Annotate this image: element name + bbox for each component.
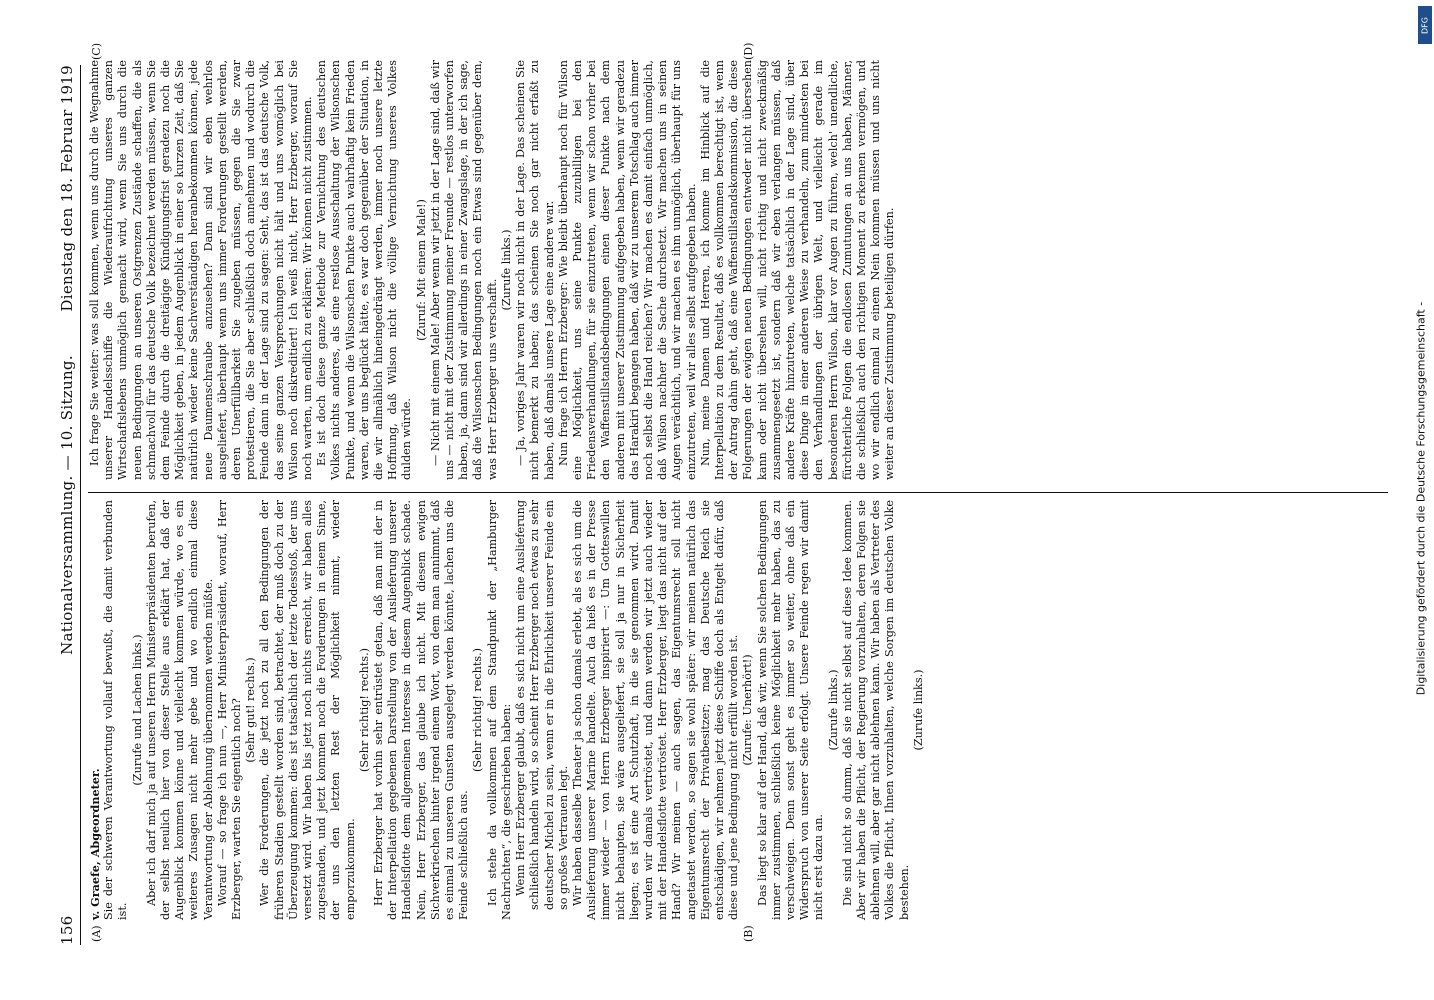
paragraph: Das liegt so klar auf der Hand, daß wir, wenn Sie solchen Bedingungen immer zustimmen, schließlich keine Möglichkeit mehr haben, das zu verschweigen. Denn sonst geht es immer so weiter, ohne daß ein Widerspruch von unserer Seite erfolgt. Unsere Feinde regen wir damit nicht erst dazu an.: [755, 500, 826, 920]
header-rule: [80, 65, 81, 945]
quotation: Wenn Herr Erzberger glaubt, daß es sich nicht um eine Auslieferung schließlich handeln wird, so scheint Herr Erzberger noch etwas zu sehr deutscher Michel zu sein, wenn er in die Ehrlichkeit unserer Feinde ein so großes Vertrauen legt.: [514, 500, 570, 910]
interjection: (Sehr richtig! rechts.): [471, 647, 485, 773]
right-column: [88, 60, 898, 480]
column-divider: [88, 492, 1388, 493]
paragraph: Wer die Forderungen, die jetzt noch zu all den Bedingungen der früheren Stadien gestellt worden sind, betrachtet, der muß doch zu der Überzeugung kommen: dies ist tatsächlich der letzte Todesstoß, der uns versetzt wird. Wir haben bis jetzt noch nichts erreicht, wir haben alles zugestanden, und jetzt kommen noch die Forderungen in einem Sinne, der uns den letzten Rest der Möglichkeit nimmt, wieder emporzukommen.: [258, 500, 357, 920]
paragraph: Es ist doch diese ganze Methode zur Vernichtung des deutschen Volkes nichts anderes, als eine restlose Ausschaltung der Wilsonschen Punkte, und wenn die Wilsonschen Punkte auch wahrhaftig kein Frieden waren, der uns beglückt hätte, es war doch gegenüber der Situation, in die wir allmählich hineingedrängt werden, immer noch unsere letzte Hoffnung, daß Wilson nicht die völlige Vernichtung unseres Volkes dulden würde.: [315, 60, 414, 480]
page-number: 156: [58, 915, 76, 945]
interjection: (Zuruf: Mit einem Male!): [414, 199, 428, 341]
paragraph: Nun frage ich Herrn Erzberger: Wie bleibt überhaupt noch für Wilson eine Möglichkeit, uns seine Punkte zuzubilligen bei den Friedensverhandlungen, für sie einzutreten, wenn wir schon vorher bei den Waffenstillstandsbedingungen einen dieser Punkte nach dem anderen mit unserer Zustimmung aufgegeben haben, wenn wir geradezu das Harakiri begangen haben, daß wir zu unserem Totschlag auch immer noch selbst die Hand reichen? Wir machen es damit einfach unmöglich, daß Wilson nachher die Sache durchsetzt. Wir machen uns in seinen Augen verächtlich, und wir machen es ihm unmöglich, überhaupt für uns einzutreten, weil wir alles selbst aufgegeben haben.: [556, 60, 698, 480]
paragraph: — Nicht mit einem Male! Aber wenn wir jetzt in der Lage sind, daß wir uns — nicht mit der Zustimmung meiner Freunde — restlos unterworfen haben, ja, dann sind wir allerdings in einer Zwangslage, in der ich sage, daß die Wilsonschen Bedingungen noch ein Etwas sind gegenüber dem, was Herr Erzberger uns verschafft.: [428, 60, 499, 480]
paragraph: — Ja, voriges Jahr waren wir noch nicht in der Lage. Das scheinen Sie nicht bemerkt zu haben; das scheinen Sie noch gar nicht erfaßt zu haben, daß damals unsere Lage eine andere war.: [514, 60, 556, 480]
paragraph: Ich frage Sie weiter: was soll kommen, wenn uns durch die Wegnahme unserer Handelsschiffe die Wiederaufrichtung unseres ganzen Wirtschaftslebens unmöglich gemacht wird, wenn Sie uns durch die neuen Bedingungen an unseren Ostgrenzen Zustände schaffen, die als schmachvoll für das deutsche Volk bezeichnet werden müssen, wenn Sie dem Feinde durch die dreitägige Kündigungsfrist geradezu noch die Möglichkeit geben, in jedem Augenblick in einer so kurzen Zeit, daß Sie natürlich wieder keine Sachverständigen heranbekommen können, jede neue Daumenschraube anzusehen? Dann sind wir eben wehrlos ausgeliefert, überhaupt wenn uns immer Forderungen gestellt werden, deren Unerfüllbarkeit Sie zugeben müssen, gegen die Sie zwar protestieren, die Sie aber schließlich doch annehmen und wodurch die Feinde dann in der Lage sind zu sagen: Seht, das ist das deutsche Volk, das seine ganzen Versprechungen nicht hält und uns womöglich bei Wilson noch diskreditiert! Ich weiß nicht, Herr Erzberger, worauf Sie noch warten, um endlich zu erklären: Wir können nicht zustimmen.: [88, 60, 315, 480]
interjection: (Zurufe: Unerhört!): [741, 654, 755, 766]
margin-marker-c: (C): [90, 43, 103, 60]
interjection: (Zurufe links.): [911, 669, 925, 751]
paragraph: Die sind nicht so dumm, daß sie nicht selbst auf diese Idee kommen. Aber wir haben die Pflicht, der Regierung vorzuhalten, deren Folgen sie ablehnen will, aber gar nicht ablehnen kann. Wir haben als Vertreter des Volkes die Pflicht, Ihnen vorzuhalten, welche Sorgen im deutschen Volke bestehen.: [840, 500, 911, 920]
paragraph: Worauf — so frage ich nun —, Herr Ministerpräsident, worauf, Herr Erzberger, warten Sie eigentlich noch?: [215, 500, 244, 920]
digitization-note: [1408, 0, 1434, 1000]
interjection: (Zurufe und Lachen links.): [130, 634, 144, 786]
paragraph: Nun, meine Damen und Herren, ich komme im Hinblick auf die Interpellation zu dem Resultat, daß es vollkommen berechtigt ist, wenn der Antrag dahin geht, daß eine Waffenstillstandskommission, die diese Folgerungen der ewigen neuen Bedingungen entweder nicht übersehen kann oder nicht übersehen will, nicht richtig und nicht zweckmäßig zusammengesetzt ist, sondern daß wir eben verlangen müssen, daß andere Kräfte hinzutreten, welche tatsächlich in der Lage sind, über diese Dinge in einer anderen Weise zu verhandeln, zum mindesten bei den Verhandlungen der übrigen Welt, und vielleicht gerade im besonderen Herrn Wilson, klar vor Augen zu führen, welch' unendliche, fürchterliche Folgen die endlosen Zumutungen an uns haben, Männer, die schließlich auch den richtigen Moment zu erkennen vermögen, und wo wir endlich einmal zu einem Nein kommen müssen und uns nicht weiter an dieser Zustimmung beteiligen dürfen.: [698, 60, 897, 480]
paragraph: Ich stehe da vollkommen auf dem Standpunkt der „Hamburger Nachrichten“, die geschrieben haben:: [485, 500, 513, 920]
left-column: [88, 500, 926, 920]
interjection: (Sehr richtig! rechts.): [357, 647, 371, 773]
paragraph: Herr Erzberger hat vorhin sehr entrüstet getan, daß man mit der in der Interpellation gegebenen Darstellung von der Auslieferung unserer Handelsflotte dem allgemeinen Interesse in diesem Augenblick schade. Nein, Herr Erzberger, das glaube ich nicht. Mit diesem ewigen Sichverkriechen hinter irgend einem Wort, von dem man annimmt, daß es einmal zu unseren Gunsten ausgelegt werden könnte, lachen uns die Feinde schließlich aus.: [372, 500, 471, 920]
speaker-label: v. Graefe, Abgeordneter.: [88, 768, 102, 920]
interjection: (Sehr gut! rechts.): [244, 657, 258, 763]
interjection: (Zurufe links.): [826, 669, 840, 751]
session-date: Dienstag den 18. Februar 1919: [58, 65, 76, 312]
margin-marker-d: (D): [742, 42, 755, 60]
page-header: [58, 65, 78, 945]
dfg-logo-text: DFG: [1420, 17, 1430, 34]
margin-marker-b: (B): [742, 925, 755, 942]
session-title: Nationalversammlung. — 10. Sitzung.: [58, 355, 76, 655]
dfg-logo: [1418, 6, 1432, 44]
funding-note: Digitalisierung gefördert durch die Deutsche Forschungsgemeinschaft -: [1414, 301, 1428, 696]
paragraph: Aber ich darf mich ja auf unseren Herrn Ministerpräsidenten berufen, der selbst neulich hier von dieser Stelle aus erklärt hat, daß der Augenblick kommen könne und vielleicht kommen würde, wo es ein weiteres Zusagen nicht mehr gebe und wo endlich einmal diese Verantwortung der Ablehnung übernommen werden müßte.: [144, 500, 215, 920]
paragraph: Wir haben dasselbe Theater ja schon damals erlebt, als es sich um die Auslieferung unserer Marine handelte. Auch da hieß es in der Presse immer wieder — von Herrn Erzberger inspiriert —: Um Gotteswillen nicht behaupten, sie wäre ausgeliefert, sie soll ja nur in Sicherheit liegen; es ist eine Art Schutzhaft, in die sie genommen wird. Damit wurden wir damals vertröstet, und dann werden wir jetzt auch wieder mit der Handelsflotte vertröstet. Herr Erzberger, liegt das nicht auf der Hand? Wir meinen — auch sagen, das Eigentumsrecht soll nicht angetastet werden, so sagen sie wohl später: wir meinen natürlich das Eigentumsrecht der Privatbesitzer; mag das Deutsche Reich sie entschädigen, wir nehmen jetzt diese Schiffe doch als Entgelt dafür, daß diese und jene Bedingung nicht erfüllt worden ist.: [570, 500, 741, 920]
interjection: (Zurufe links.): [499, 229, 513, 311]
margin-marker-a: (A): [90, 925, 103, 942]
paragraph: Sie der schweren Verantwortung vollauf bewußt, die damit verbunden ist.: [102, 500, 130, 920]
